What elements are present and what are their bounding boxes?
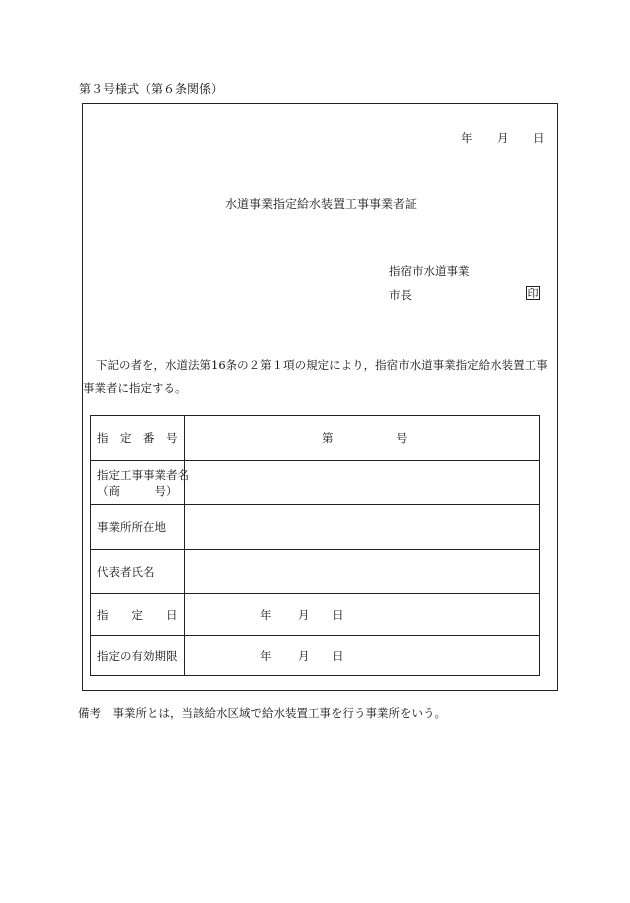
- label-line-1: 指定工事事業者名: [97, 467, 189, 482]
- day-label: 日: [332, 607, 344, 622]
- number-prefix: 第: [322, 431, 334, 445]
- seal-mark: 印: [527, 287, 539, 300]
- year-label: 年: [260, 607, 272, 622]
- table-row: [91, 636, 540, 676]
- document-title: 水道事業指定給水装置工事事業者証: [225, 197, 418, 211]
- row-label: 事業所所在地: [91, 505, 185, 550]
- row-label: 指定の有効期限: [91, 636, 185, 676]
- designation-date-cell: [185, 594, 540, 636]
- contractor-name-cell: [185, 461, 540, 505]
- issuer-organization: 指宿市水道事業: [389, 264, 470, 278]
- body-text-line-2: 事業者に指定する。: [83, 381, 187, 395]
- office-address-cell: [185, 505, 540, 550]
- body-text-line-1: 下記の者を，水道法第16条の２第１項の規定により，指宿市水道事業指定給水装置工事: [96, 358, 548, 372]
- remarks-note: 備考 事業所とは，当該給水区域で給水装置工事を行う事業所をいう。: [78, 706, 446, 720]
- issue-year-label: 年: [461, 131, 473, 145]
- expiry-date-cell: [185, 636, 540, 676]
- issue-day-label: 日: [533, 131, 545, 145]
- table-row: [91, 505, 540, 550]
- table-row: [91, 550, 540, 594]
- year-label: 年: [260, 648, 272, 663]
- month-label: 月: [298, 648, 310, 663]
- number-suffix: 号: [396, 431, 408, 445]
- row-label: 指 定 日: [91, 594, 185, 636]
- day-label: 日: [332, 648, 344, 663]
- row-label: 代表者氏名: [91, 550, 185, 594]
- info-table: [90, 415, 540, 676]
- form-number: 第３号様式（第６条関係）: [79, 82, 224, 96]
- representative-name-cell: [185, 550, 540, 594]
- row-label: 指 定 番 号: [91, 416, 185, 461]
- row-label: [91, 461, 189, 505]
- label-line-2: （商 号）: [97, 483, 178, 498]
- table-row: [91, 461, 540, 505]
- month-label: 月: [298, 607, 310, 622]
- issue-month-label: 月: [497, 131, 509, 145]
- table-row: [91, 416, 540, 461]
- issuer-title: 市長: [389, 288, 412, 302]
- designation-number-cell: [185, 416, 540, 461]
- table-row: [91, 594, 540, 636]
